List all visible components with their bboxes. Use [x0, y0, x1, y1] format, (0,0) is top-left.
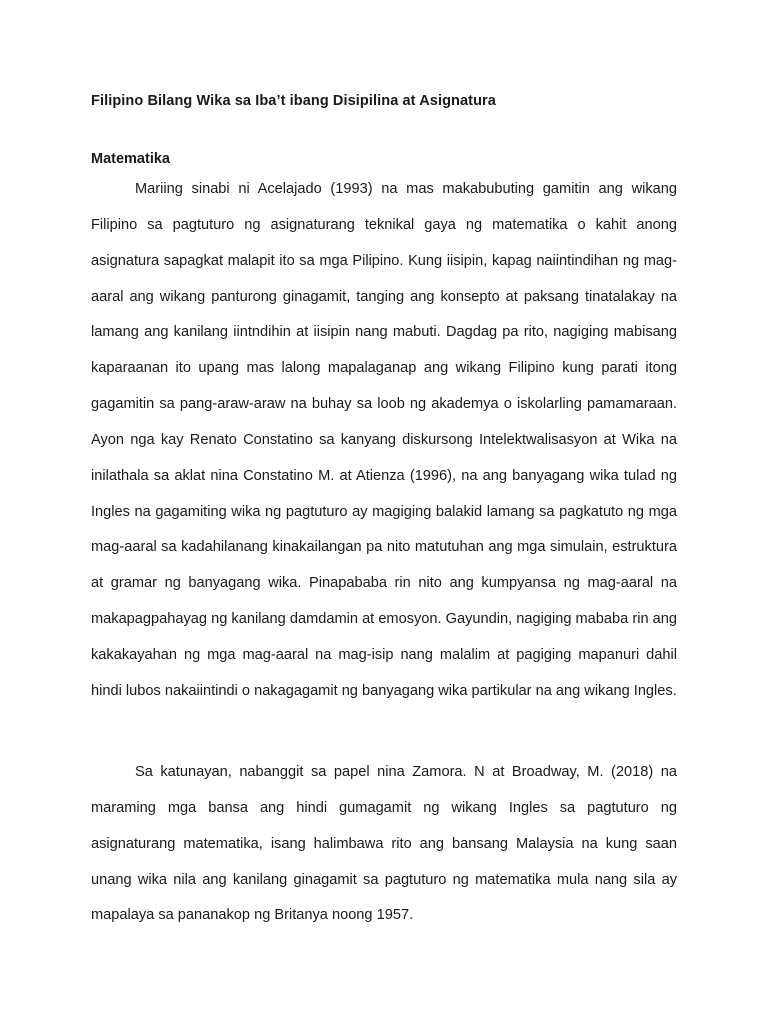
body-paragraph: Mariing sinabi ni Acelajado (1993) na mas makabubuting gamitin ang wikang Filipino sa pagtuturo ng asignaturang teknikal gaya ng matematika o kahit anong asignatura sapagkat malapit ito sa mga Pilipino. Kung iisipin, kapag naiintindihan ng mag-aaral ang wikang panturong ginagamit, tanging ang konsepto at paksang tinatalakay na lamang ang kanilang iintndihin at iisipin nang mabuti. Dagdag pa rito, nagiging mabisang kaparaanan ito upang mas lalong mapalaganap ang wikang Filipino kung parati itong gagamitin sa pang-araw-araw na buhay sa loob ng akademya o iskolarling pamamaraan. Ayon nga kay Renato Constatino sa kanyang diskursong Intelektwalisasyon at Wika na inilathala sa aklat nina Constatino M. at Atienza (1996), na ang banyagang wika tulad ng Ingles na gagamiting wika ng pagtuturo ay magiging balakid lamang sa pagkatuto ng mga mag-aaral sa kadahilanang kinakailangan pa nito matutuhan ang mga simulain, estruktura at gramar ng banyagang wika. Pinapababa rin nito ang kumpyansa ng mag-aaral na makapagpahayag ng kanilang damdamin at emosyon. Gayundin, nagiging mababa rin ang kakakayahan ng mga mag-aaral na mag-isip nang malalim at pagiging mapanuri dahil hindi lubos nakaiintindi o nakagagamit ng banyagang wika partikular na ang wikang Ingles.	[91, 181, 677, 699]
body-paragraph: Sa katunayan, nabanggit sa papel nina Zamora. N at Broadway, M. (2018) na maraming mga bansa ang hindi gumagamit ng wikang Ingles sa pagtuturo ng asignaturang matematika, isang halimbawa rito ang bansang Malaysia na kung saan unang wika nila ang kanilang ginagamit sa pagtuturo ng matematika mula nang sila ay mapalaya sa pananakop ng Britanya noong 1957.	[91, 764, 677, 924]
document-title: Filipino Bilang Wika sa Iba’t ibang Disipilina at Asignatura	[91, 93, 496, 109]
section-heading: Matematika	[91, 151, 170, 167]
